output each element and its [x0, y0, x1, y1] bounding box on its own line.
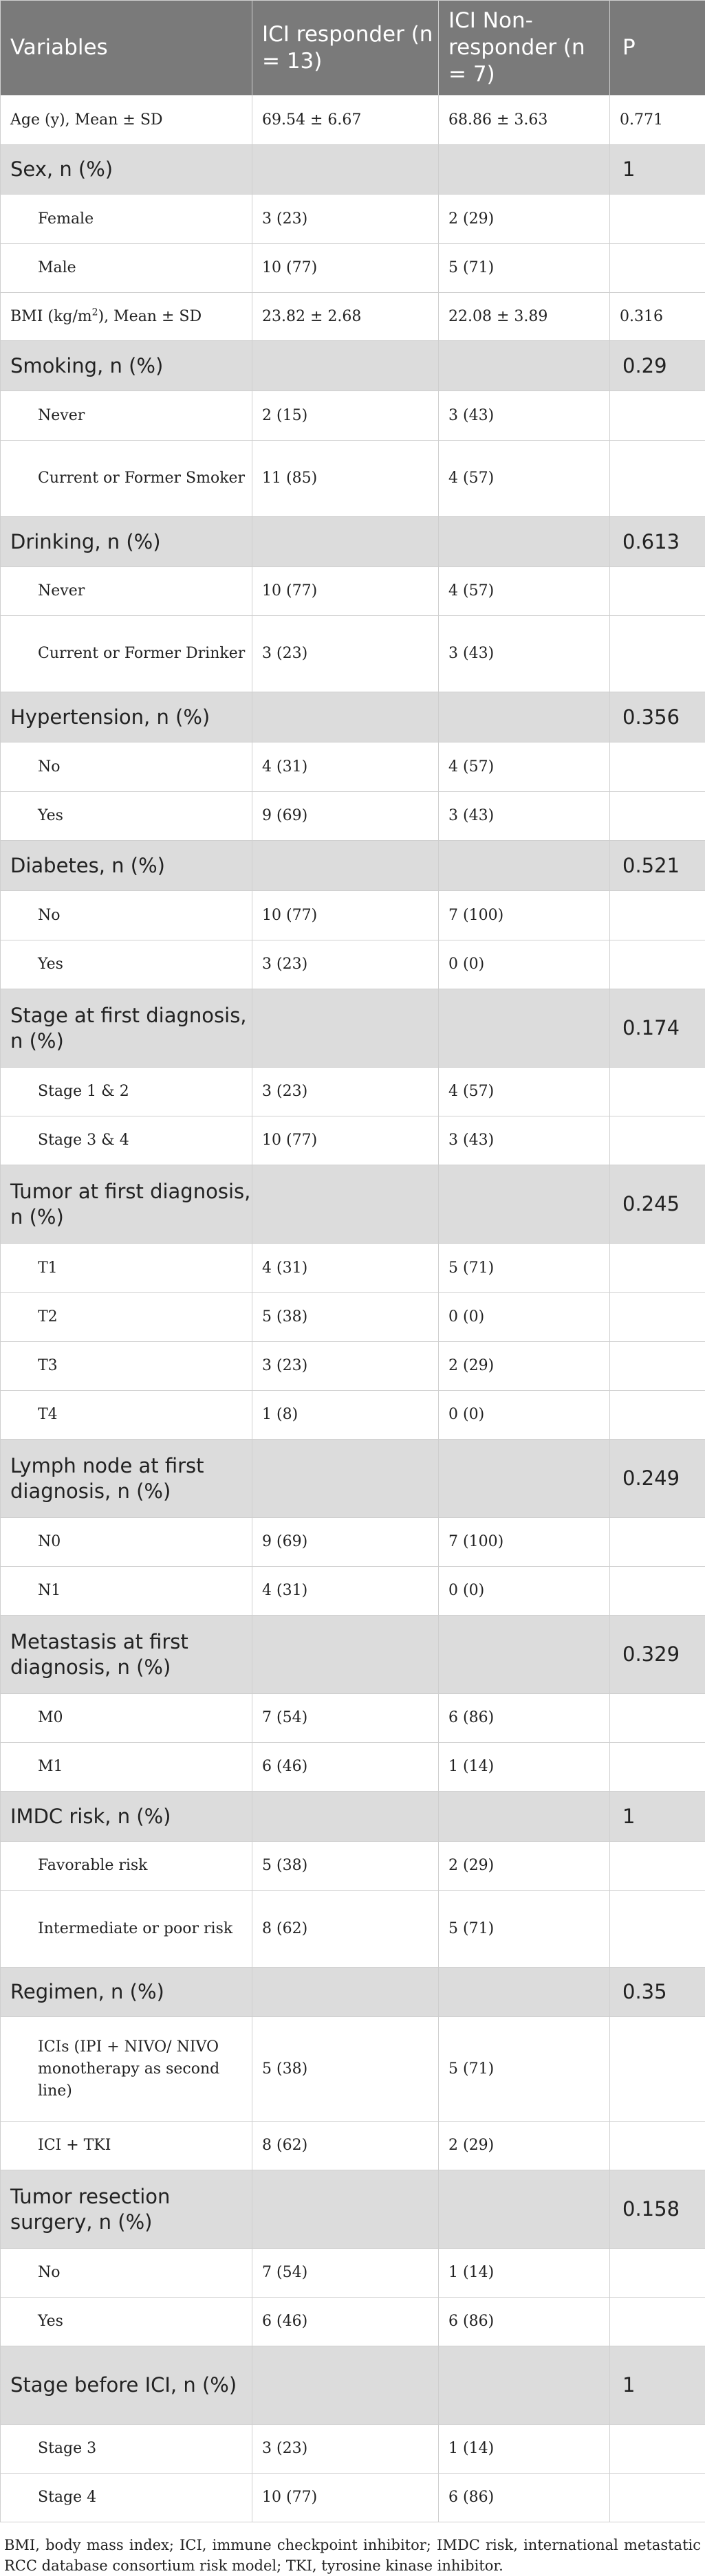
nonresponder-cell: 3 (43) — [439, 616, 610, 692]
nonresponder-cell: 6 (86) — [439, 2474, 610, 2522]
nonresponder-cell: 5 (71) — [439, 244, 610, 293]
subcategory-label-cell: Stage 1 & 2 — [1, 1068, 252, 1116]
p-value-cell — [610, 2298, 705, 2346]
responder-cell: 3 (23) — [252, 1068, 439, 1116]
nonresponder-cell: 68.86 ± 3.63 — [439, 96, 610, 145]
nonresponder-cell: 4 (57) — [439, 441, 610, 517]
subcategory-label-cell: Female — [1, 195, 252, 244]
p-value-cell: 1 — [610, 145, 705, 195]
nonresponder-cell — [439, 989, 610, 1068]
subcategory-label-cell: T1 — [1, 1244, 252, 1293]
variable-row — [1, 96, 705, 145]
nonresponder-cell — [439, 1165, 610, 1244]
group-row — [1, 1440, 705, 1518]
label-text: ), Mean ± SD — [98, 308, 202, 325]
nonresponder-cell: 0 (0) — [439, 940, 610, 989]
group-label-cell: Smoking, n (%) — [1, 341, 252, 391]
responder-cell: 9 (69) — [252, 1518, 439, 1567]
responder-cell — [252, 1968, 439, 2017]
subcategory-label-cell: Stage 3 & 4 — [1, 1116, 252, 1165]
group-row — [1, 517, 705, 567]
subcategory-row — [1, 1842, 705, 1891]
nonresponder-cell: 4 (57) — [439, 1068, 610, 1116]
nonresponder-cell: 0 (0) — [439, 1391, 610, 1440]
subcategory-row — [1, 1518, 705, 1567]
subcategory-row — [1, 2122, 705, 2170]
nonresponder-cell — [439, 145, 610, 195]
subcategory-label-cell: Never — [1, 567, 252, 616]
subcategory-label-cell: Never — [1, 391, 252, 441]
subcategory-row — [1, 2298, 705, 2346]
subcategory-label-cell: Current or Former Drinker — [1, 616, 252, 692]
responder-cell: 3 (23) — [252, 616, 439, 692]
group-row — [1, 1792, 705, 1842]
nonresponder-cell: 4 (57) — [439, 567, 610, 616]
responder-cell — [252, 341, 439, 391]
responder-cell — [252, 2346, 439, 2425]
subcategory-label-cell: M0 — [1, 1694, 252, 1743]
p-value-cell — [610, 616, 705, 692]
p-value-cell: 0.249 — [610, 1440, 705, 1518]
nonresponder-cell: 4 (57) — [439, 742, 610, 792]
subcategory-row — [1, 792, 705, 841]
responder-cell: 8 (62) — [252, 2122, 439, 2170]
group-row — [1, 1616, 705, 1694]
responder-cell: 6 (46) — [252, 1743, 439, 1792]
subcategory-label-cell: M1 — [1, 1743, 252, 1792]
p-value-cell — [610, 891, 705, 940]
responder-cell: 1 (8) — [252, 1391, 439, 1440]
variable-row — [1, 293, 705, 341]
p-value-cell: 0.245 — [610, 1165, 705, 1244]
nonresponder-cell: 0 (0) — [439, 1293, 610, 1342]
p-value-cell — [610, 1567, 705, 1616]
p-value-cell — [610, 1891, 705, 1968]
header-row — [1, 1, 705, 96]
p-value-cell — [610, 441, 705, 517]
responder-cell: 8 (62) — [252, 1891, 439, 1968]
group-row — [1, 989, 705, 1068]
responder-cell — [252, 1792, 439, 1842]
responder-cell — [252, 841, 439, 891]
nonresponder-cell — [439, 1440, 610, 1518]
nonresponder-cell: 2 (29) — [439, 2122, 610, 2170]
label-superscript: 2 — [92, 307, 98, 318]
p-value-cell: 1 — [610, 1792, 705, 1842]
p-value-cell — [610, 940, 705, 989]
group-label-cell: Tumor resection surgery, n (%) — [1, 2170, 252, 2249]
label-text: BMI (kg/m — [10, 308, 92, 325]
subcategory-row — [1, 391, 705, 441]
nonresponder-cell — [439, 1792, 610, 1842]
nonresponder-cell — [439, 517, 610, 567]
subcategory-row — [1, 2425, 705, 2474]
subcategory-label-cell: No — [1, 742, 252, 792]
responder-cell: 7 (54) — [252, 1694, 439, 1743]
subcategory-label-cell: Current or Former Smoker — [1, 441, 252, 517]
subcategory-label-cell: N0 — [1, 1518, 252, 1567]
subcategory-label-cell: No — [1, 891, 252, 940]
p-value-cell — [610, 195, 705, 244]
nonresponder-cell: 7 (100) — [439, 891, 610, 940]
responder-cell: 5 (38) — [252, 2017, 439, 2122]
p-value-cell — [610, 1068, 705, 1116]
p-value-cell — [610, 1116, 705, 1165]
p-value-cell — [610, 1518, 705, 1567]
header-ici-nonresponder: ICI Non-responder (n = 7) — [439, 1, 610, 96]
subcategory-row — [1, 441, 705, 517]
subcategory-row — [1, 1116, 705, 1165]
group-row — [1, 2170, 705, 2249]
nonresponder-cell: 5 (71) — [439, 1244, 610, 1293]
responder-cell: 4 (31) — [252, 1567, 439, 1616]
nonresponder-cell — [439, 1968, 610, 2017]
group-row — [1, 692, 705, 742]
nonresponder-cell: 7 (100) — [439, 1518, 610, 1567]
p-value-cell — [610, 1391, 705, 1440]
header-ici-responder: ICI responder (n = 13) — [252, 1, 439, 96]
responder-cell: 10 (77) — [252, 2474, 439, 2522]
responder-cell — [252, 1165, 439, 1244]
nonresponder-cell: 3 (43) — [439, 1116, 610, 1165]
nonresponder-cell: 1 (14) — [439, 1743, 610, 1792]
p-value-cell — [610, 2017, 705, 2122]
subcategory-row — [1, 2017, 705, 2122]
table-footnote: BMI, body mass index; ICI, immune checkpoint inhibitor; IMDC risk, international metastatic RCC database consortium risk model; TKI, tyrosine kinase inhibitor. — [0, 2522, 705, 2576]
subcategory-label-cell: No — [1, 2249, 252, 2298]
subcategory-row — [1, 891, 705, 940]
subcategory-row — [1, 1567, 705, 1616]
group-row — [1, 841, 705, 891]
nonresponder-cell: 0 (0) — [439, 1567, 610, 1616]
group-label-cell: IMDC risk, n (%) — [1, 1792, 252, 1842]
subcategory-label-cell: T2 — [1, 1293, 252, 1342]
subcategory-label-cell: Yes — [1, 940, 252, 989]
p-value-cell — [610, 1743, 705, 1792]
p-value-cell — [610, 2122, 705, 2170]
subcategory-label-cell: T3 — [1, 1342, 252, 1391]
subcategory-row — [1, 1244, 705, 1293]
p-value-cell — [610, 742, 705, 792]
group-label-cell: Lymph node at first diagnosis, n (%) — [1, 1440, 252, 1518]
nonresponder-cell — [439, 841, 610, 891]
nonresponder-cell — [439, 341, 610, 391]
responder-cell: 7 (54) — [252, 2249, 439, 2298]
p-value-cell: 0.613 — [610, 517, 705, 567]
responder-cell: 69.54 ± 6.67 — [252, 96, 439, 145]
responder-cell: 3 (23) — [252, 2425, 439, 2474]
subcategory-label-cell: T4 — [1, 1391, 252, 1440]
group-label-cell: Tumor at first diagnosis, n (%) — [1, 1165, 252, 1244]
responder-cell: 4 (31) — [252, 742, 439, 792]
responder-cell: 3 (23) — [252, 1342, 439, 1391]
p-value-cell — [610, 2249, 705, 2298]
group-row — [1, 1165, 705, 1244]
nonresponder-cell: 2 (29) — [439, 1342, 610, 1391]
nonresponder-cell: 6 (86) — [439, 1694, 610, 1743]
responder-cell — [252, 517, 439, 567]
subcategory-label-cell: Stage 3 — [1, 2425, 252, 2474]
subcategory-row — [1, 1743, 705, 1792]
responder-cell: 23.82 ± 2.68 — [252, 293, 439, 341]
subcategory-row — [1, 2474, 705, 2522]
subcategory-row — [1, 2249, 705, 2298]
nonresponder-cell: 2 (29) — [439, 1842, 610, 1891]
subcategory-row — [1, 1694, 705, 1743]
responder-cell — [252, 145, 439, 195]
p-value-cell: 0.174 — [610, 989, 705, 1068]
responder-cell — [252, 1440, 439, 1518]
p-value-cell — [610, 792, 705, 841]
subcategory-row — [1, 742, 705, 792]
group-row — [1, 2346, 705, 2425]
p-value-cell — [610, 1293, 705, 1342]
nonresponder-cell: 3 (43) — [439, 792, 610, 841]
responder-cell: 2 (15) — [252, 391, 439, 441]
p-value-cell: 0.29 — [610, 341, 705, 391]
p-value-cell — [610, 1342, 705, 1391]
table-header — [1, 1, 705, 96]
p-value-cell — [610, 2425, 705, 2474]
p-value-cell — [610, 1694, 705, 1743]
nonresponder-cell — [439, 692, 610, 742]
p-value-cell: 1 — [610, 2346, 705, 2425]
subcategory-label-cell: Favorable risk — [1, 1842, 252, 1891]
group-label-cell: Regimen, n (%) — [1, 1968, 252, 2017]
group-label-cell: Stage at first diagnosis, n (%) — [1, 989, 252, 1068]
variable-label-cell: Age (y), Mean ± SD — [1, 96, 252, 145]
subcategory-row — [1, 244, 705, 293]
p-value-cell: 0.771 — [610, 96, 705, 145]
subcategory-row — [1, 1068, 705, 1116]
responder-cell: 3 (23) — [252, 195, 439, 244]
p-value-cell — [610, 1244, 705, 1293]
group-label-cell: Sex, n (%) — [1, 145, 252, 195]
p-value-cell — [610, 2474, 705, 2522]
nonresponder-cell: 6 (86) — [439, 2298, 610, 2346]
p-value-cell: 0.356 — [610, 692, 705, 742]
header-p-value: P — [610, 1, 705, 96]
group-label-cell: Hypertension, n (%) — [1, 692, 252, 742]
responder-cell: 10 (77) — [252, 244, 439, 293]
p-value-cell: 0.35 — [610, 1968, 705, 2017]
responder-cell: 9 (69) — [252, 792, 439, 841]
nonresponder-cell: 2 (29) — [439, 195, 610, 244]
p-value-cell — [610, 391, 705, 441]
responder-cell: 10 (77) — [252, 567, 439, 616]
group-label-cell: Stage before ICI, n (%) — [1, 2346, 252, 2425]
responder-cell — [252, 989, 439, 1068]
subcategory-label-cell: N1 — [1, 1567, 252, 1616]
subcategory-row — [1, 1891, 705, 1968]
p-value-cell: 0.329 — [610, 1616, 705, 1694]
p-value-cell: 0.521 — [610, 841, 705, 891]
responder-cell: 10 (77) — [252, 891, 439, 940]
nonresponder-cell: 1 (14) — [439, 2249, 610, 2298]
subcategory-label-cell: Yes — [1, 792, 252, 841]
group-label-cell: Diabetes, n (%) — [1, 841, 252, 891]
p-value-cell — [610, 1842, 705, 1891]
variable-label-cell — [1, 293, 252, 341]
nonresponder-cell: 5 (71) — [439, 1891, 610, 1968]
responder-cell: 11 (85) — [252, 441, 439, 517]
subcategory-row — [1, 1391, 705, 1440]
p-value-cell — [610, 567, 705, 616]
group-label-cell: Drinking, n (%) — [1, 517, 252, 567]
nonresponder-cell — [439, 2346, 610, 2425]
header-variables: Variables — [1, 1, 252, 96]
subcategory-row — [1, 940, 705, 989]
table-body — [1, 96, 705, 2522]
nonresponder-cell — [439, 2170, 610, 2249]
nonresponder-cell — [439, 1616, 610, 1694]
responder-cell: 5 (38) — [252, 1293, 439, 1342]
nonresponder-cell: 1 (14) — [439, 2425, 610, 2474]
group-row — [1, 1968, 705, 2017]
nonresponder-cell: 3 (43) — [439, 391, 610, 441]
group-row — [1, 145, 705, 195]
subcategory-row — [1, 567, 705, 616]
group-label-cell: Metastasis at first diagnosis, n (%) — [1, 1616, 252, 1694]
responder-cell: 3 (23) — [252, 940, 439, 989]
subcategory-row — [1, 1342, 705, 1391]
subcategory-row — [1, 195, 705, 244]
subcategory-label-cell: Intermediate or poor risk — [1, 1891, 252, 1968]
responder-cell — [252, 2170, 439, 2249]
subcategory-label-cell: ICI + TKI — [1, 2122, 252, 2170]
p-value-cell: 0.316 — [610, 293, 705, 341]
responder-cell — [252, 692, 439, 742]
responder-cell: 10 (77) — [252, 1116, 439, 1165]
subcategory-row — [1, 616, 705, 692]
subcategory-label-cell: Male — [1, 244, 252, 293]
responder-cell: 5 (38) — [252, 1842, 439, 1891]
subcategory-label-cell: Stage 4 — [1, 2474, 252, 2522]
nonresponder-cell: 22.08 ± 3.89 — [439, 293, 610, 341]
nonresponder-cell: 5 (71) — [439, 2017, 610, 2122]
subcategory-label-cell: ICIs (IPI + NIVO/ NIVO monotherapy as second line) — [1, 2017, 252, 2122]
group-row — [1, 341, 705, 391]
subcategory-row — [1, 1293, 705, 1342]
responder-cell: 4 (31) — [252, 1244, 439, 1293]
responder-cell: 6 (46) — [252, 2298, 439, 2346]
responder-cell — [252, 1616, 439, 1694]
p-value-cell — [610, 244, 705, 293]
p-value-cell: 0.158 — [610, 2170, 705, 2249]
subcategory-label-cell: Yes — [1, 2298, 252, 2346]
